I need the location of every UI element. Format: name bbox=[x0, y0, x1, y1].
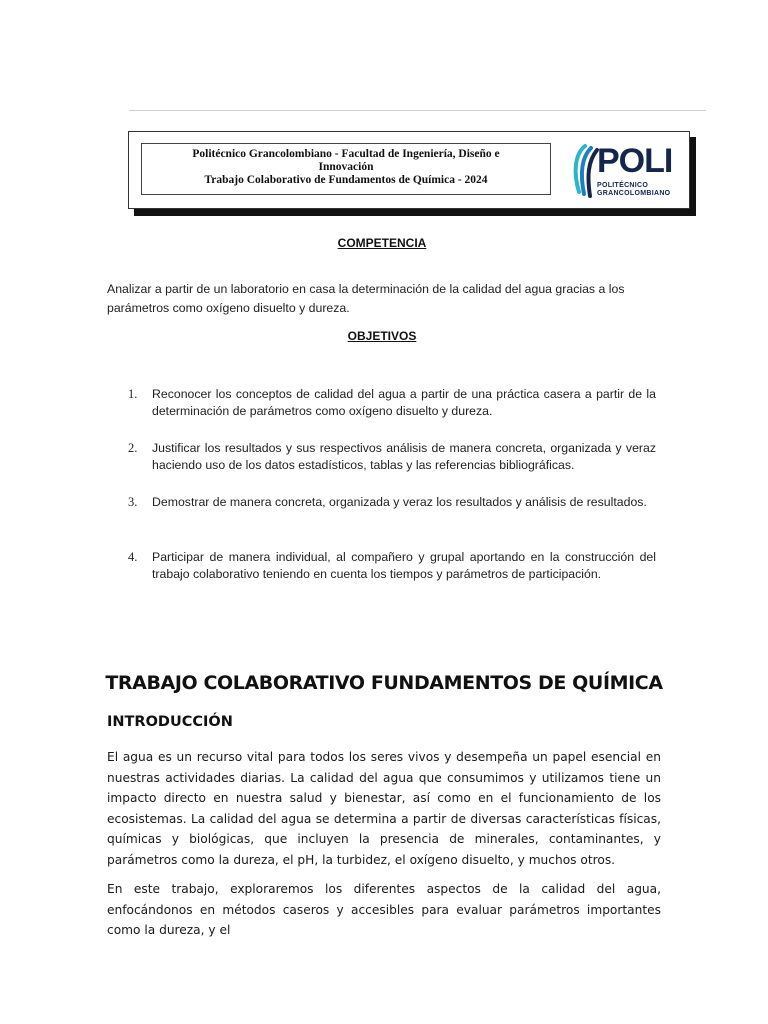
main-title: TRABAJO COLABORATIVO FUNDAMENTOS DE QUÍMICA bbox=[105, 672, 663, 694]
logo-subtitle-1: POLITÉCNICO bbox=[597, 182, 649, 189]
top-divider bbox=[129, 110, 706, 111]
list-item-number: 1. bbox=[128, 387, 138, 401]
list-item-number: 4. bbox=[128, 550, 138, 564]
list-item-number: 3. bbox=[128, 495, 138, 509]
competencia-text: Analizar a partir de un laboratorio en casa la determinación de la calidad del agua gracias a los parámetros como oxígeno disuelto y dureza. bbox=[107, 282, 625, 315]
poli-logo-mark-icon bbox=[569, 142, 599, 202]
logo-subtitle bbox=[597, 182, 670, 198]
header-line-3: Trabajo Colaborativo de Fundamentos de Química - 2024 bbox=[204, 174, 488, 186]
introduction-paragraph-1: El agua es un recurso vital para todos los seres vivos y desempeña un papel esencial en nuestras actividades diarias. La calidad del agua que consumimos y utilizamos tiene un impacto directo en nuestra salud y bienestar, así como en el funcionamiento de los ecosistemas. La calidad del agua se determina a partir de diversas características físicas, químicas y biológicas, que incluyen la presencia de minerales, contaminantes, y parámetros como la dureza, el pH, la turbidez, el oxígeno disuelto, y muchos otros. bbox=[107, 750, 661, 867]
list-item-number: 2. bbox=[128, 441, 138, 455]
poli-logo bbox=[569, 136, 684, 204]
introduction-heading: INTRODUCCIÓN bbox=[107, 714, 233, 730]
header-title-box bbox=[141, 143, 551, 195]
competencia-heading: COMPETENCIA bbox=[337, 236, 427, 250]
document-header bbox=[128, 131, 690, 209]
header-line-2: Innovación bbox=[318, 161, 374, 173]
logo-subtitle-2: GRANCOLOMBIANO bbox=[597, 190, 671, 197]
logo-wordmark: POLI bbox=[597, 142, 673, 180]
objetivos-heading: OBJETIVOS bbox=[347, 329, 417, 343]
list-item-text: Demostrar de manera concreta, organizada y veraz los resultados y análisis de resultados. bbox=[152, 495, 647, 509]
introduction-paragraph-2: En este trabajo, exploraremos los diferentes aspectos de la calidad del agua, enfocándonos en métodos caseros y accesibles para evaluar parámetros importantes como la dureza, y el bbox=[107, 882, 661, 937]
list-item-text: Reconocer los conceptos de calidad del agua a partir de una práctica casera a partir de la determinación de parámetros como oxígeno disuelto y dureza. bbox=[152, 387, 656, 418]
header-line-1: Politécnico Grancolombiano - Facultad de Ingeniería, Diseño e bbox=[192, 148, 500, 160]
list-item-text: Justificar los resultados y sus respectivos análisis de manera concreta, organizada y veraz haciendo uso de los datos estadísticos, tablas y las referencias bibliográficas. bbox=[152, 441, 656, 472]
list-item-text: Participar de manera individual, al compañero y grupal aportando en la construcción del trabajo colaborativo teniendo en cuenta los tiempos y parámetros de participación. bbox=[152, 550, 656, 581]
